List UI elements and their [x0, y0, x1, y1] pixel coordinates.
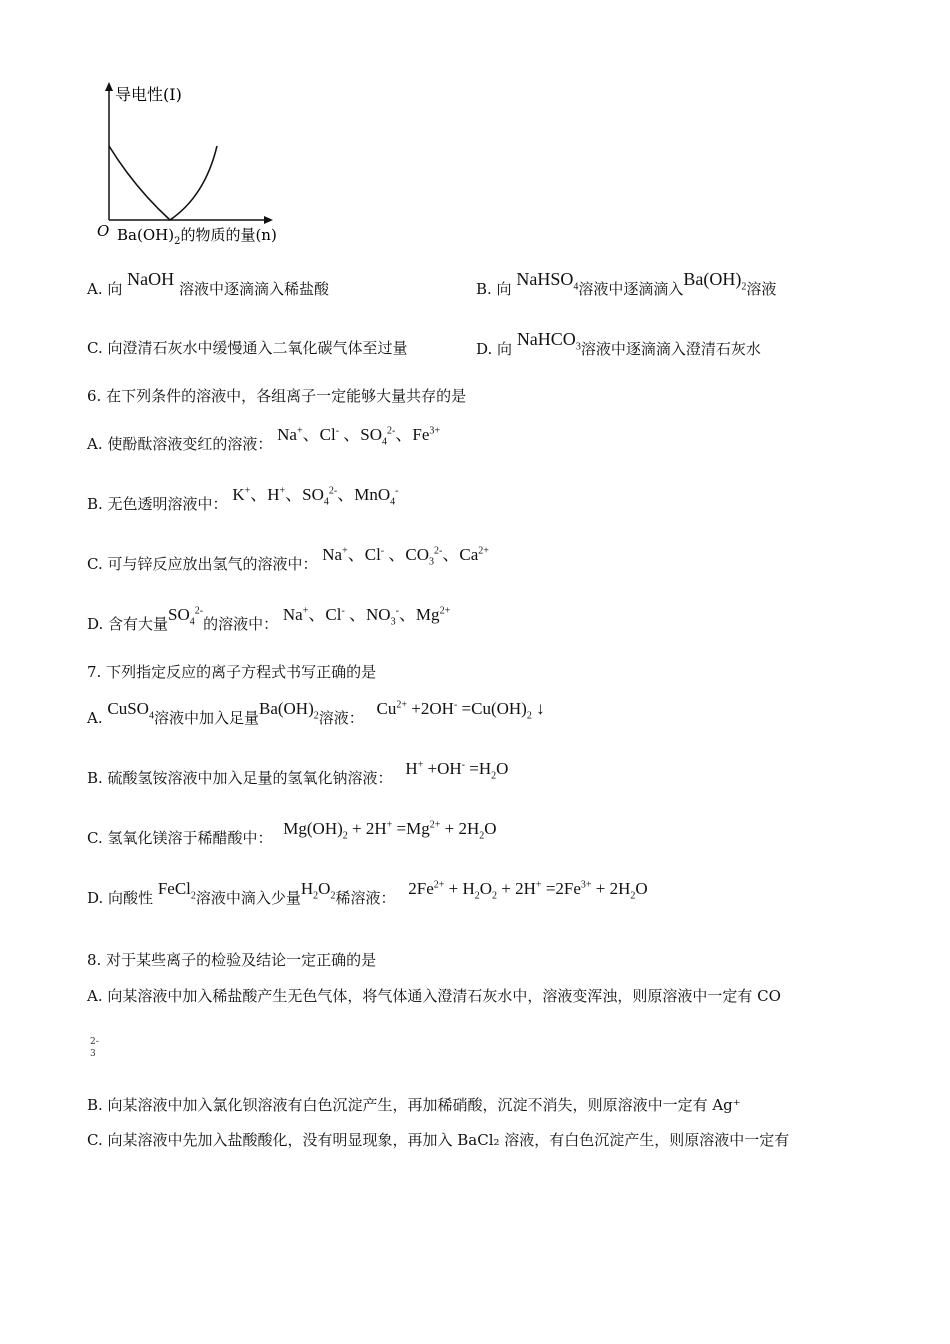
- y-axis-arrow-icon: [105, 82, 113, 91]
- q8-option-a-charge: 2- 3: [90, 1037, 99, 1059]
- q5-option-d: D. 向 NaHCO$_3$溶液中逐滴滴入澄清石灰水: [476, 329, 761, 358]
- q7-option-b: B. 硫酸氢铵溶液中加入足量的氢氧化钠溶液： $H^+ +OH^- =H_2O$: [87, 759, 509, 787]
- conductivity-curve: [109, 146, 217, 220]
- q5-option-c: C. 向澄清石灰水中缓慢通入二氧化碳气体至过量: [87, 339, 408, 357]
- q6-stem: 6. 在下列条件的溶液中，各组离子一定能够大量共存的是: [87, 387, 467, 405]
- q7-option-c: C. 氢氧化镁溶于稀醋酸中： $Mg(OH)_2 + 2H^+ =Mg^{2+} + 2H_2O$: [87, 819, 497, 847]
- q6-option-d: D. 含有大量$SO_4^{2-}$的溶液中： Na+、Cl- 、$NO_3^-$、$Mg^{2+}$: [87, 605, 451, 633]
- x-axis-label: $Ba(OH)_2$的物质的量(n): [117, 226, 277, 247]
- q7-option-a: A. CuSO$_4$溶液中加入足量$Ba(OH)_2$溶液： $Cu^{2+} +2OH^- =Cu(OH)_2$ ↓: [87, 699, 545, 727]
- x-axis-arrow-icon: [264, 216, 273, 224]
- q7-stem: 7. 下列指定反应的离子方程式书写正确的是: [87, 663, 377, 681]
- q6-option-a: A. 使酚酞溶液变红的溶液： Na+、Cl- 、$SO_4^{2-}$、$Fe^{3+}$: [87, 425, 440, 453]
- q5-option-a: A. 向 NaOH 溶液中逐滴滴入稀盐酸: [87, 269, 329, 298]
- q6-option-b: B. 无色透明溶液中： K+、H+、$SO_4^{2-}$、MnO$_4$-: [87, 485, 399, 513]
- q7-option-d: D. 向酸性 FeCl$_2$溶液中滴入少量$H_2O_2$稀溶液： $2Fe^{2+} + H_2O_2 + 2H^+ =2Fe^{3+} + 2H_2O$: [87, 879, 648, 907]
- y-axis-label: 导电性(I): [115, 85, 182, 104]
- conductivity-graph: [95, 78, 305, 248]
- q8-option-a: A. 向某溶液中加入稀盐酸产生无色气体，将气体通入澄清石灰水中，溶液变浑浊，则原溶液中一定有 CO: [87, 987, 781, 1005]
- q8-stem: 8. 对于某些离子的检验及结论一定正确的是: [87, 951, 377, 969]
- q8-option-c: C. 向某溶液中先加入盐酸酸化，没有明显现象，再加入 BaCl₂ 溶液，有白色沉淀产生，则原溶液中一定有: [87, 1131, 790, 1149]
- q8-option-b: B. 向某溶液中加入氯化钡溶液有白色沉淀产生，再加稀硝酸，沉淀不消失，则原溶液中一定有 Ag⁺: [87, 1096, 741, 1114]
- q6-option-c: C. 可与锌反应放出氢气的溶液中： Na+、Cl- 、$CO_3^{2-}$、$Ca^{2+}$: [87, 545, 489, 573]
- q5-option-b: B. 向 NaHSO$_4$溶液中逐滴滴入$Ba(OH)_2$溶液: [476, 269, 777, 298]
- origin-label: O: [97, 222, 110, 240]
